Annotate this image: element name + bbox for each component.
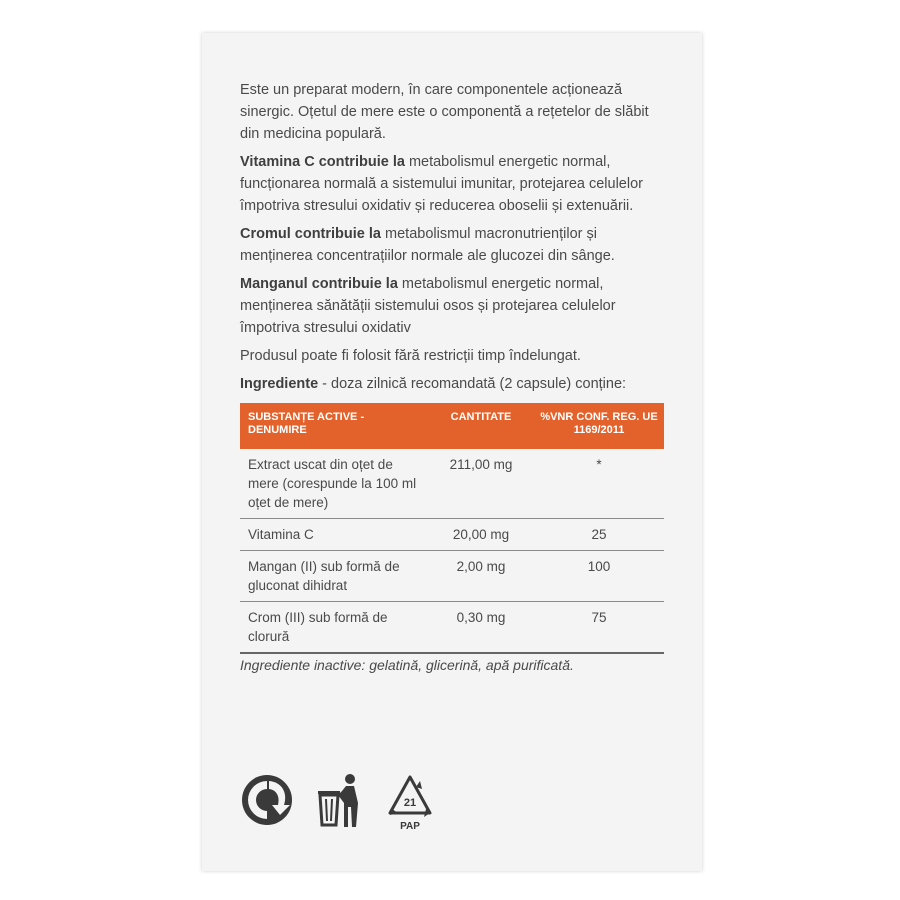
quantity-cell: 2,00 mg — [428, 551, 532, 602]
ingredients-paragraph — [240, 373, 666, 395]
green-dot-recycling-icon — [240, 773, 294, 832]
inactive-ingredients: Ingrediente inactive: gelatină, glicerină, apă purificată. — [240, 657, 574, 673]
vnr-cell: * — [532, 449, 664, 519]
leaflet-card — [202, 33, 702, 871]
quantity-cell: 211,00 mg — [428, 449, 532, 519]
chromium-paragraph — [240, 223, 666, 267]
quantity-cell: 0,30 mg — [428, 602, 532, 654]
vitamin-c-heading: Vitamina C contribuie la — [240, 154, 405, 170]
pap-code: PAP — [400, 821, 420, 832]
substance-cell: Crom (III) sub formă de clorură — [240, 602, 428, 654]
manganese-paragraph — [240, 273, 666, 339]
vnr-cell: 100 — [532, 551, 664, 602]
chromium-heading: Cromul contribuie la — [240, 226, 381, 242]
header-vnr: %VNR CONF. REG. UE 1169/2011 — [532, 403, 664, 449]
intro-paragraph: Este un preparat modern, în care componentele acționează sinergic. Oțetul de mere este o componentă a rețetelor de slăbit din medicina populară. — [240, 82, 649, 142]
header-substance: SUBSTANȚE ACTIVE - DENUMIRE — [240, 403, 428, 449]
manganese-heading: Manganul contribuie la — [240, 276, 398, 292]
chromium-text: metabolismul macronutrienților și menținerea concentrațiilor normale ale glucozei din sânge. — [240, 226, 615, 264]
ingredients-table — [240, 403, 664, 654]
vitamin-c-paragraph — [240, 151, 666, 217]
substance-cell: Extract uscat din oțet de mere (corespunde la 100 ml oțet de mere) — [240, 449, 428, 519]
pap-number: 21 — [403, 797, 417, 809]
vitamin-c-text: metabolismul energetic normal, funcționarea normală a sistemului imunitar, protejarea celulelor împotriva stresului oxidativ și reducerea oboselii și extenuării. — [240, 154, 643, 214]
table-row — [240, 551, 664, 602]
usage-paragraph: Produsul poate fi folosit fără restricții timp îndelungat. — [240, 348, 581, 364]
table-header-row — [240, 403, 664, 449]
table-row — [240, 449, 664, 519]
ingredients-text: - doza zilnică recomandată (2 capsule) conține: — [318, 376, 627, 392]
substance-cell: Vitamina C — [240, 519, 428, 551]
ingredients-heading: Ingrediente — [240, 376, 319, 392]
vnr-cell: 25 — [532, 519, 664, 551]
tidyman-dispose-icon — [318, 773, 364, 834]
substance-cell: Mangan (II) sub formă de gluconat dihidrat — [240, 551, 428, 602]
quantity-cell: 20,00 mg — [428, 519, 532, 551]
manganese-text: metabolismul energetic normal, menținerea sănătății sistemului osos și protejarea celulelor împotriva stresului oxidativ — [240, 276, 616, 336]
table-row — [240, 602, 664, 654]
pap-recycling-icon — [386, 773, 434, 838]
header-quantity: CANTITATE — [428, 403, 532, 449]
table-row — [240, 519, 664, 551]
vnr-cell: 75 — [532, 602, 664, 654]
leaflet-text — [240, 79, 666, 682]
